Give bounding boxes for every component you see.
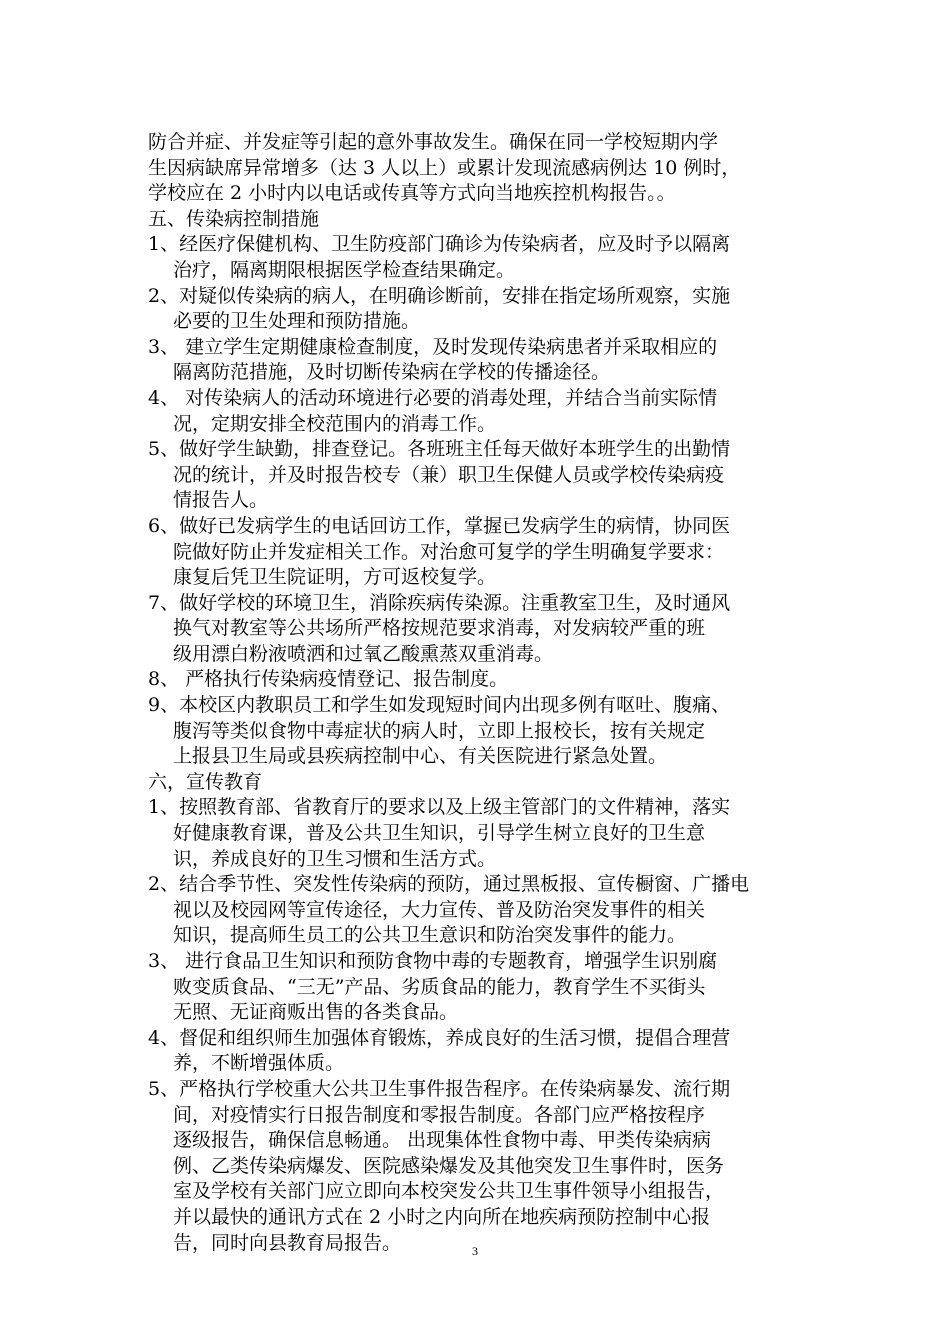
text-line: 康复后凭卫生院证明，方可返校复学。 bbox=[173, 566, 497, 589]
text-line: 间，对疫情实行日报告制度和零报告制度。各部门应严格按程序 bbox=[173, 1103, 706, 1126]
text-line: 腹泻等类似食物中毒症状的病人时，立即上报校长，按有关规定 bbox=[173, 719, 706, 742]
text-line: 例、乙类传染病爆发、医院感染爆发及其他突发卫生事件时，医务 bbox=[173, 1154, 725, 1177]
text-line: 六，宣传教育 bbox=[148, 770, 263, 793]
text-line: 无照、无证商贩出售的各类食品。 bbox=[173, 1001, 459, 1024]
text-line: 上报县卫生局或县疾病控制中心、有关医院进行紧急处置。 bbox=[173, 745, 668, 768]
text-line: 告，同时向县教育局报告。 bbox=[173, 1231, 402, 1254]
page-number: 3 bbox=[472, 1244, 478, 1258]
text-line: 4、 对传染病人的活动环境进行必要的消毒处理，并结合当前实际情 bbox=[148, 386, 718, 409]
text-line: 1、按照教育部、省教育厅的要求以及上级主管部门的文件精神，落实 bbox=[148, 796, 731, 819]
text-line: 情报告人。 bbox=[173, 489, 269, 512]
text-line: 败变质食品、“三无”产品、劣质食品的能力，教育学生不买街头 bbox=[173, 975, 706, 998]
text-line: 况，定期安排全校范围内的消毒工作。 bbox=[173, 412, 497, 435]
text-line: 并以最快的通讯方式在 2 小时之内向所在地疾病预防控制中心报 bbox=[173, 1205, 711, 1228]
text-line: 4、督促和组织师生加强体育锻炼，养成良好的生活习惯，提倡合理营 bbox=[148, 1026, 731, 1049]
document-body bbox=[148, 130, 828, 1256]
text-line: 1、经医疗保健机构、卫生防疫部门确诊为传染病者，应及时予以隔离 bbox=[148, 233, 731, 256]
text-line: 2、对疑似传染病的病人，在明确诊断前，安排在指定场所观察，实施 bbox=[148, 284, 731, 307]
text-line: 视以及校园网等宣传途径，大力宣传、普及防治突发事件的相关 bbox=[173, 898, 706, 921]
text-line: 3、 建立学生定期健康检查制度，及时发现传染病患者并采取相应的 bbox=[148, 335, 718, 358]
text-line: 学校应在 2 小时内以电话或传真等方式向当地疾控机构报告。。 bbox=[148, 182, 676, 205]
text-line: 况的统计，并及时报告校专（兼）职卫生保健人员或学校传染病疫 bbox=[173, 463, 725, 486]
text-line: 换气对教室等公共场所严格按规范要求消毒，对发病较严重的班 bbox=[173, 617, 706, 640]
text-line: 8、 严格执行传染病疫情登记、报告制度。 bbox=[148, 668, 509, 691]
text-line: 治疗，隔离期限根据医学检查结果确定。 bbox=[173, 258, 516, 281]
text-line: 5、严格执行学校重大公共卫生事件报告程序。在传染病暴发、流行期 bbox=[148, 1077, 731, 1100]
text-line: 5、做好学生缺勤，排查登记。各班班主任每天做好本班学生的出勤情 bbox=[148, 438, 731, 461]
text-line: 3、 进行食品卫生知识和预防食物中毒的专题教育，增强学生识别腐 bbox=[148, 950, 718, 972]
text-line: 养，不断增强体质。 bbox=[173, 1052, 345, 1075]
text-line: 识，养成良好的卫生习惯和生活方式。 bbox=[173, 847, 497, 870]
text-line: 生因病缺席异常增多（达 3 人以上）或累计发现流感病例达 10 例时， bbox=[148, 156, 741, 179]
text-line: 必要的卫生处理和预防措施。 bbox=[173, 310, 421, 333]
text-line: 五、传染病控制措施 bbox=[148, 207, 320, 230]
text-line: 级用漂白粉液喷洒和过氧乙酸熏蒸双重消毒。 bbox=[173, 642, 554, 665]
text-line: 6、做好已发病学生的电话回访工作，掌握已发病学生的病情，协同医 bbox=[148, 514, 731, 537]
text-line: 院做好防止并发症相关工作。对治愈可复学的学生明确复学要求： bbox=[173, 540, 725, 563]
text-line: 2、结合季节性、突发性传染病的预防，通过黑板报、宣传橱窗、广播电 bbox=[148, 873, 750, 896]
text-line: 防合并症、并发症等引起的意外事故发生。确保在同一学校短期内学 bbox=[148, 131, 719, 153]
text-line: 好健康教育课，普及公共卫生知识，引导学生树立良好的卫生意 bbox=[173, 822, 706, 845]
text-line: 逐级报告，确保信息畅通。 出现集体性食物中毒、甲类传染病病 bbox=[173, 1129, 712, 1152]
text-line: 室及学校有关部门应立即向本校突发公共卫生事件领导小组报告， bbox=[173, 1180, 725, 1203]
text-line: 知识，提高师生员工的公共卫生意识和防治突发事件的能力。 bbox=[173, 924, 687, 947]
text-line: 隔离防范措施，及时切断传染病在学校的传播途径。 bbox=[173, 361, 611, 384]
text-line: 9、本校区内教职员工和学生如发现短时间内出现多例有呕吐、腹痛、 bbox=[148, 694, 731, 717]
text-line: 7、做好学校的环境卫生，消除疾病传染源。注重教室卫生，及时通风 bbox=[148, 591, 731, 614]
